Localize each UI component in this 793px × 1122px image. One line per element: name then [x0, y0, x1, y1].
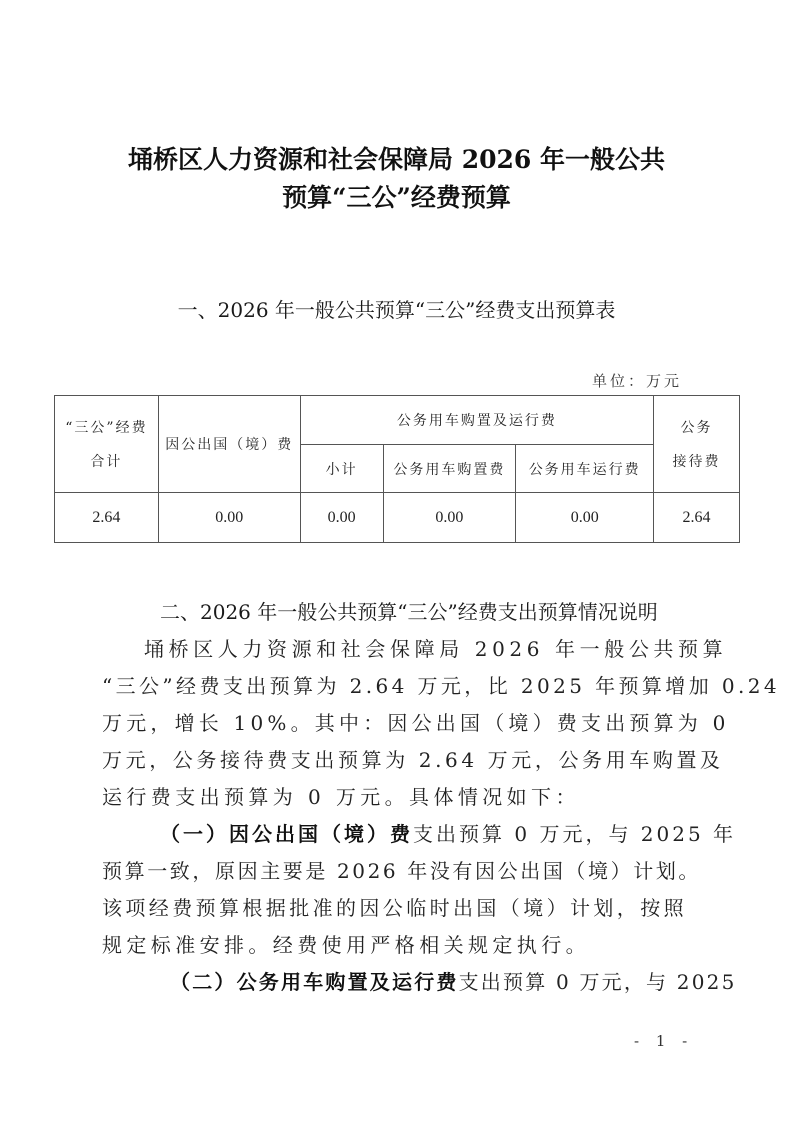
- header-reception: [654, 396, 740, 493]
- table-row: [55, 493, 740, 543]
- item2-text: 支出预算 0 万元，与 2025: [458, 970, 737, 994]
- header-vehicle-purchase: 公务用车购置费: [383, 445, 516, 493]
- cell-vehicle-purchase: 0.00: [383, 493, 516, 543]
- header-total-line2: 合计: [90, 454, 123, 470]
- paragraph-line: 运行费支出预算为 0 万元。具体情况如下：: [102, 785, 580, 809]
- header-overseas: 因公出国（境）费: [158, 396, 300, 493]
- table-header-row-1: [55, 396, 740, 445]
- item2-first-line: [170, 966, 738, 995]
- cell-overseas: 0.00: [158, 493, 300, 543]
- unit-label: 单位：万元: [592, 372, 683, 390]
- cell-vehicle-operation: 0.00: [516, 493, 654, 543]
- header-vehicle-group: 公务用车购置及运行费: [300, 396, 653, 445]
- cell-reception: 2.64: [654, 493, 740, 543]
- page-number: - 1 -: [634, 1032, 694, 1050]
- header-total-line1: “三公”经费: [65, 420, 148, 436]
- paragraph-line: 万元，公务接待费支出预算为 2.64 万元，公务用车购置及: [102, 748, 724, 772]
- item1-text: 支出预算 0 万元，与 2025 年: [413, 822, 737, 846]
- document-title-line2: 预算“三公”经费预算: [282, 183, 511, 212]
- paragraph-line: 埇桥区人力资源和社会保障局 2026 年一般公共预算: [144, 637, 728, 661]
- cell-vehicle-subtotal: 0.00: [300, 493, 383, 543]
- header-vehicle-subtotal: 小计: [300, 445, 383, 493]
- header-total: [55, 396, 159, 493]
- header-vehicle-operation: 公务用车运行费: [516, 445, 654, 493]
- item1-line: 该项经费预算根据批准的因公临时出国（境）计划，按照: [102, 896, 687, 920]
- paragraph-line: 万元，增长 10%。其中：因公出国（境）费支出预算为 0: [102, 711, 730, 735]
- header-reception-line1: 公务: [680, 420, 713, 436]
- section2-heading: 二、2026 年一般公共预算“三公”经费支出预算情况说明: [160, 600, 658, 624]
- paragraph-line: “三公”经费支出预算为 2.64 万元，比 2025 年预算增加 0.24: [102, 674, 780, 698]
- cell-total: 2.64: [55, 493, 159, 543]
- section1-heading: 一、2026 年一般公共预算“三公”经费支出预算表: [177, 298, 616, 322]
- item1-first-line: [160, 818, 737, 847]
- header-reception-line2: 接待费: [672, 454, 721, 470]
- item1-line: 预算一致，原因主要是 2026 年没有因公出国（境）计划。: [102, 859, 702, 883]
- item2-label: （二）公务用车购置及运行费: [170, 970, 459, 994]
- three-public-expenses-table: [54, 395, 740, 543]
- document-title-line1: 埇桥区人力资源和社会保障局 2026 年一般公共: [128, 145, 665, 174]
- item1-label: （一）因公出国（境）费: [160, 822, 413, 846]
- item1-line: 规定标准安排。经费使用严格相关规定执行。: [102, 933, 590, 957]
